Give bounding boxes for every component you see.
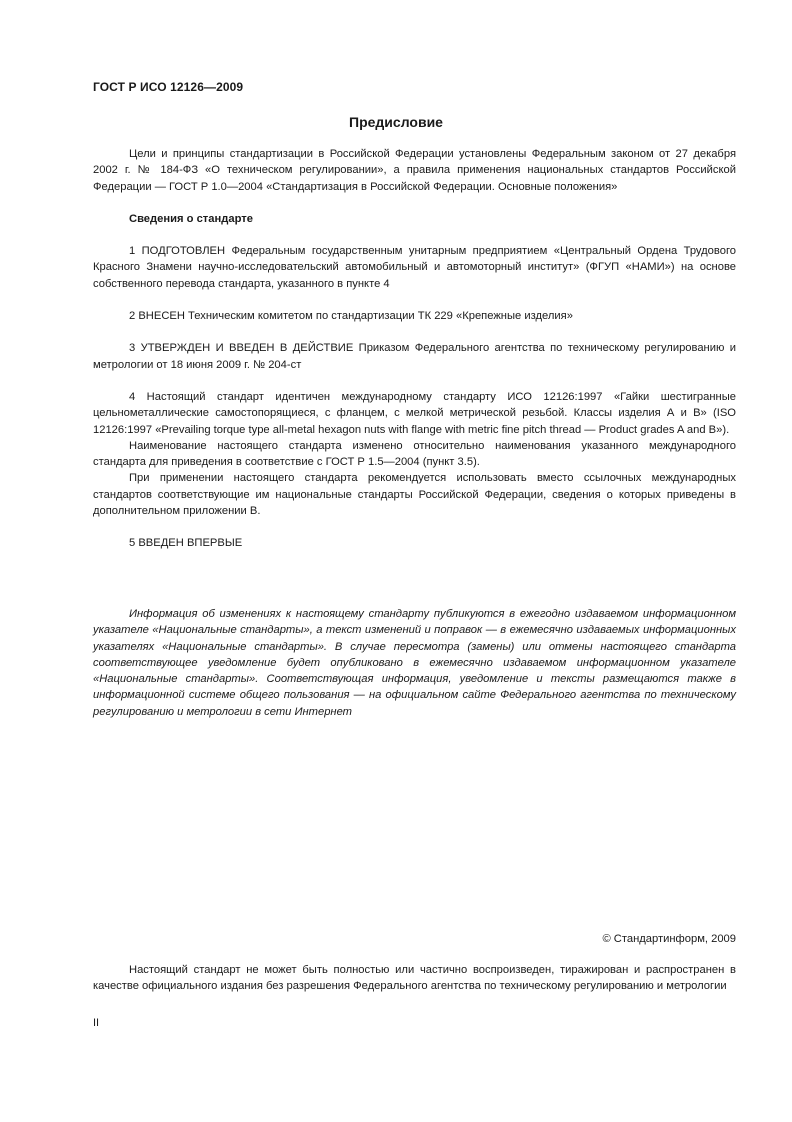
item-2: 2 ВНЕСЕН Техническим комитетом по стандартизации ТК 229 «Крепежные изделия» [129,310,573,323]
item-4-paragraph-2: Наименование настоящего стандарта изменено относительно наименования указанного международного стандарта для приведения в соответствие с ГОСТ Р 1.5—2004 (пункт 3.5). [93,439,736,469]
standard-info-heading: Сведения о стандарте [129,212,253,225]
main-content [93,146,736,552]
item-1: 1 ПОДГОТОВЛЕН Федеральным государственным унитарным предприятием «Центральный Ордена Трудового Красного Знамени научно-исследовательский автомобильный и автомоторный институт» (ФГУП «НАМИ») на основе собственного перевода стандарта, указанного в пункте 4 [93,245,736,290]
copyright-line: © Стандартинформ, 2009 [602,933,736,945]
document-code: ГОСТ Р ИСО 12126—2009 [93,80,244,94]
info-block [93,606,736,720]
item-4-paragraph-1: 4 Настоящий стандарт идентичен международному стандарту ИСО 12126:1997 «Гайки шестигранные цельнометаллические самостопорящиеся, с фланцем, с мелкой метрической резьбой. Классы изделия А и В» (ISO 12126:1997 «Prevailing torque type all-metal hexagon nuts with flange with metric fine pitch thread — Product grades A and B»). [93,390,736,436]
page-title: Предисловие [349,114,443,130]
intro-paragraph: Цели и принципы стандартизации в Российской Федерации установлены Федеральным законом от 27 декабря 2002 г. № 184-ФЗ «О техническом регулировании», а правила применения национальных стандартов Российской Федерации — ГОСТ Р 1.0—2004 «Стандартизация в Российской Федерации. Основные положения» [93,148,736,193]
notice-paragraph: Настоящий стандарт не может быть полностью или частично воспроизведен, тиражирован и распространен в качестве официального издания без разрешения Федерального агентства по техническому регулированию и метрологии [93,964,736,993]
item-5: 5 ВВЕДЕН ВПЕРВЫЕ [129,537,243,550]
page-number: II [93,1017,100,1029]
item-4-paragraph-3: При применении настоящего стандарта рекомендуется использовать вместо ссылочных международных стандартов соответствующие им национальные стандарты Российской Федерации, сведения о которых приведены в дополнительном приложении В. [93,472,736,518]
reproduction-notice [93,962,736,995]
item-3: 3 УТВЕРЖДЕН И ВВЕДЕН В ДЕЙСТВИЕ Приказом Федерального агентства по техническому регулированию и метрологии от 18 июня 2009 г. № 204-ст [93,342,736,371]
info-paragraph: Информация об изменениях к настоящему стандарту публикуются в ежегодно издаваемом информационном указателе «Национальные стандарты», а текст изменений и поправок — в ежемесячно издаваемых информационных указателях «Национальные стандарты». В случае пересмотра (замены) или отмены настоящего стандарта соответствующее уведомление будет опубликовано в ежемесячно издаваемом информационном указателе «Национальные стандарты». Соответствующая информация, уведомление и тексты размещаются также в информационной системе общего пользования — на официальном сайте Федерального агентства по техническому регулированию и метрологии в сети Интернет [93,608,736,718]
